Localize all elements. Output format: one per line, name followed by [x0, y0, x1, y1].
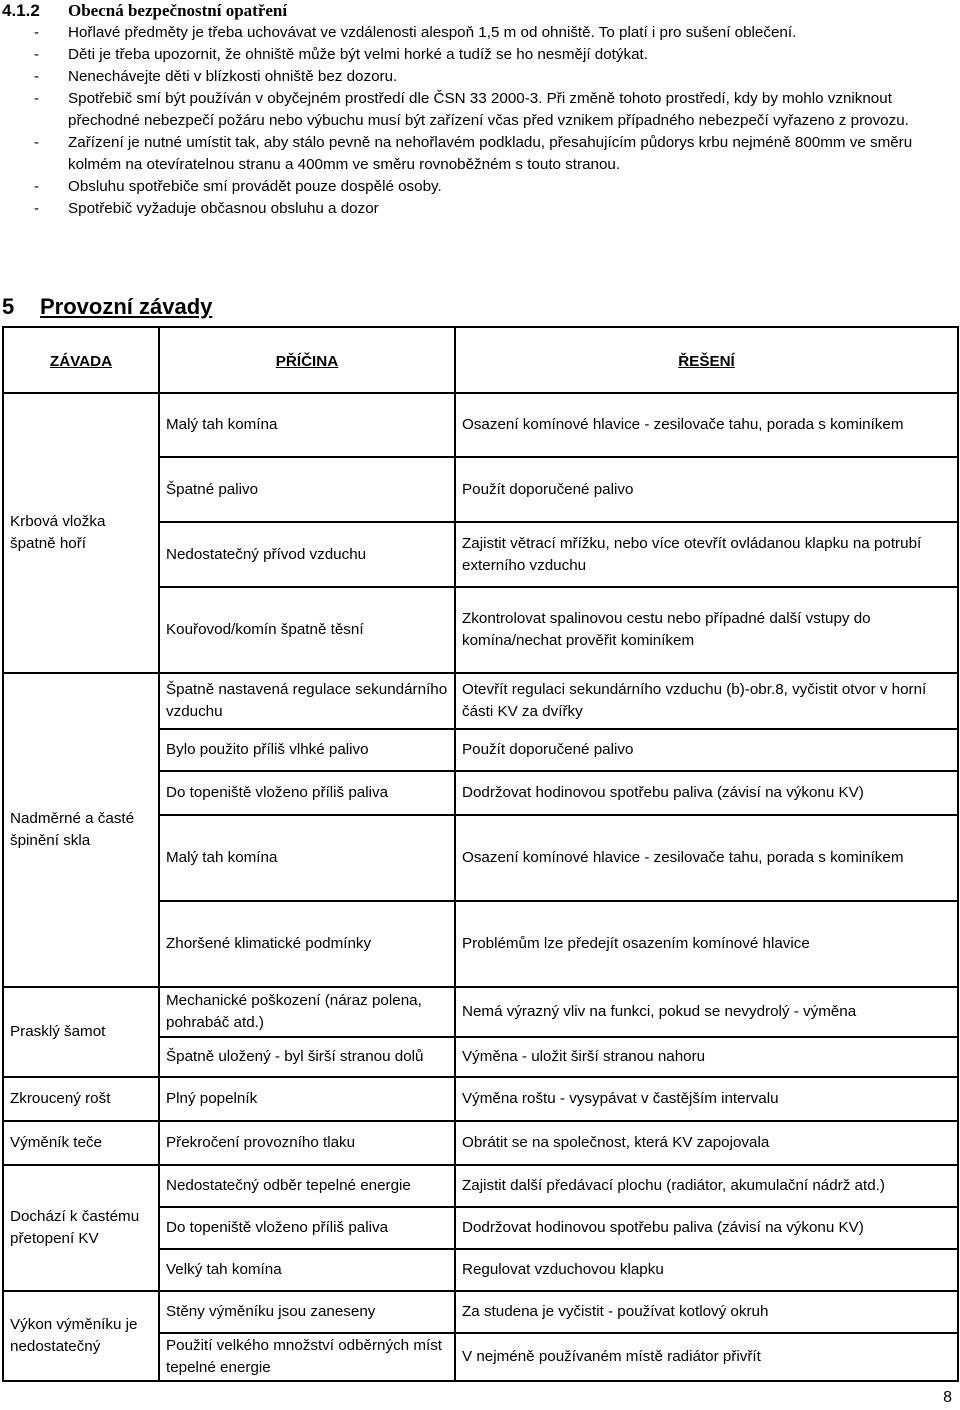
fault-cell: Prasklý šamot — [3, 987, 159, 1077]
cause-cell: Špatné palivo — [159, 457, 455, 522]
solution-cell: Za studena je vyčistit - používat kotlový okruh — [455, 1291, 958, 1333]
header-solution: ŘEŠENÍ — [455, 327, 958, 393]
solution-cell: Zajistit další předávací plochu (radiátor, akumulační nádrž atd.) — [455, 1165, 958, 1207]
chapter-heading — [2, 292, 212, 322]
bullet-item: - Nenechávejte děti v blízkosti ohniště bez dozoru. — [34, 66, 954, 88]
bullet-item: - Spotřebič smí být používán v obyčejném prostředí dle ČSN 33 2000-3. Při změně tohoto prostředí, kdy by mohlo vzniknout přechodné nebezpečí požáru nebo výbuchu musí být zařízení včas před vznikem případného nebezpečí vyřazeno z provozu. — [34, 88, 954, 132]
solution-cell: Použít doporučené palivo — [455, 729, 958, 771]
cause-cell: Použití velkého množství odběrných míst tepelné energie — [159, 1333, 455, 1381]
table-header-row — [3, 327, 958, 393]
faults-table — [2, 326, 959, 1382]
cause-cell: Do topeniště vloženo příliš paliva — [159, 771, 455, 815]
cause-cell: Špatně nastavená regulace sekundárního vzduchu — [159, 673, 455, 729]
page-number: 8 — [943, 1389, 952, 1406]
solution-cell: Osazení komínové hlavice - zesilovače tahu, porada s kominíkem — [455, 815, 958, 901]
cause-cell: Bylo použito příliš vlhké palivo — [159, 729, 455, 771]
chapter-number: 5 — [2, 294, 15, 319]
solution-cell: Osazení komínové hlavice - zesilovače tahu, porada s kominíkem — [455, 393, 958, 457]
solution-cell: Otevřít regulaci sekundárního vzduchu (b)-obr.8, vyčistit otvor v horní části KV za dvířky — [455, 673, 958, 729]
solution-cell: Zkontrolovat spalinovou cestu nebo případné další vstupy do komína/nechat prověřit kominíkem — [455, 587, 958, 673]
cause-cell: Nedostatečný odběr tepelné energie — [159, 1165, 455, 1207]
fault-cell: Výměník teče — [3, 1121, 159, 1165]
cause-cell: Kouřovod/komín špatně těsní — [159, 587, 455, 673]
section-title: Obecná bezpečnostní opatření — [68, 1, 288, 20]
solution-cell: Nemá výrazný vliv na funkci, pokud se nevydrolý - výměna — [455, 987, 958, 1037]
cause-cell: Velký tah komína — [159, 1249, 455, 1291]
solution-cell: Výměna - uložit širší stranou nahoru — [455, 1037, 958, 1077]
solution-cell: Použít doporučené palivo — [455, 457, 958, 522]
bullet-item: - Spotřebič vyžaduje občasnou obsluhu a dozor — [34, 198, 954, 220]
table-row — [3, 1077, 958, 1121]
section-number: 4.1.2 — [2, 1, 40, 20]
cause-cell: Do topeniště vloženo příliš paliva — [159, 1207, 455, 1249]
cause-cell: Špatně uložený - byl širší stranou dolů — [159, 1037, 455, 1077]
cause-cell: Stěny výměníku jsou zaneseny — [159, 1291, 455, 1333]
bullet-item: - Obsluhu spotřebiče smí provádět pouze dospělé osoby. — [34, 176, 954, 198]
solution-cell: Problémům lze předejít osazením komínové hlavice — [455, 901, 958, 987]
cause-cell: Mechanické poškození (náraz polena, pohrabáč atd.) — [159, 987, 455, 1037]
table-row — [3, 1121, 958, 1165]
section-heading — [2, 0, 287, 22]
cause-cell: Malý tah komína — [159, 393, 455, 457]
cause-cell: Plný popelník — [159, 1077, 455, 1121]
solution-cell: Obrátit se na společnost, která KV zapojovala — [455, 1121, 958, 1165]
solution-cell: Zajistit větrací mřížku, nebo více otevřít ovládanou klapku na potrubí externího vzduchu — [455, 522, 958, 587]
cause-cell: Nedostatečný přívod vzduchu — [159, 522, 455, 587]
solution-cell: Dodržovat hodinovou spotřebu paliva (závisí na výkonu KV) — [455, 1207, 958, 1249]
fault-cell: Nadměrné a časté špinění skla — [3, 673, 159, 987]
safety-bullet-list — [34, 22, 954, 220]
bullet-item: - Děti je třeba upozornit, že ohniště může být velmi horké a tudíž se ho nesmějí dotýkat. — [34, 44, 954, 66]
solution-cell: Dodržovat hodinovou spotřebu paliva (závisí na výkonu KV) — [455, 771, 958, 815]
table-row — [3, 673, 958, 729]
table-row — [3, 987, 958, 1037]
table-row — [3, 393, 958, 457]
cause-cell: Malý tah komína — [159, 815, 455, 901]
solution-cell: V nejméně používaném místě radiátor přivřít — [455, 1333, 958, 1381]
bullet-item: - Hořlavé předměty je třeba uchovávat ve vzdálenosti alespoň 1,5 m od ohniště. To platí i pro sušení oblečení. — [34, 22, 954, 44]
fault-cell: Zkroucený rošt — [3, 1077, 159, 1121]
solution-cell: Výměna roštu - vysypávat v častějším intervalu — [455, 1077, 958, 1121]
fault-cell: Dochází k častému přetopení KV — [3, 1165, 159, 1291]
fault-cell: Krbová vložka špatně hoří — [3, 393, 159, 673]
cause-cell: Překročení provozního tlaku — [159, 1121, 455, 1165]
fault-cell: Výkon výměníku je nedostatečný — [3, 1291, 159, 1381]
table-row — [3, 1165, 958, 1207]
table-row — [3, 1291, 958, 1333]
cause-cell: Zhoršené klimatické podmínky — [159, 901, 455, 987]
header-cause: PŘÍČINA — [159, 327, 455, 393]
header-fault: ZÁVADA — [3, 327, 159, 393]
bullet-item: - Zařízení je nutné umístit tak, aby stálo pevně na nehořlavém podkladu, přesahujícím půdorys krbu nejméně 800mm ve směru kolmém na otevíratelnou stranu a 400mm ve směru rovnoběžném s touto stranou. — [34, 132, 954, 176]
chapter-title: Provozní závady — [40, 294, 213, 319]
solution-cell: Regulovat vzduchovou klapku — [455, 1249, 958, 1291]
